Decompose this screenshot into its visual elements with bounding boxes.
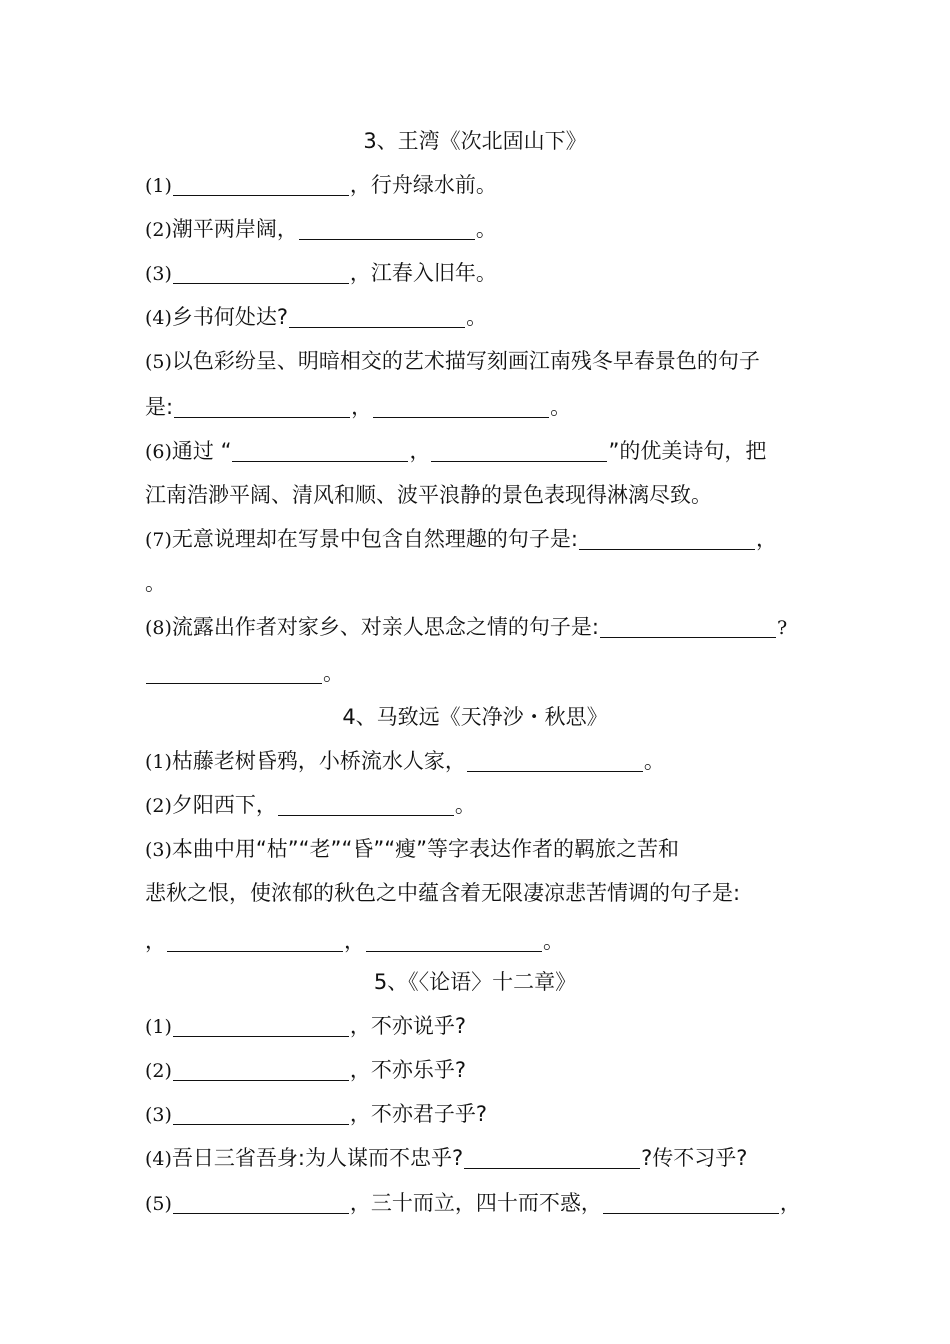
question-number: (4) bbox=[145, 1148, 172, 1170]
question-number: (5) bbox=[145, 1193, 172, 1215]
question-number: (6) bbox=[145, 441, 172, 463]
section-3-title: 3、王湾《次北固山下》 bbox=[363, 129, 587, 153]
question-3-2 bbox=[145, 213, 815, 245]
question-3-7-cont bbox=[145, 567, 815, 599]
answer-blank[interactable] bbox=[174, 395, 350, 418]
question-4-2 bbox=[145, 789, 815, 821]
question-3-5-cont bbox=[145, 391, 815, 423]
question-4-3-cont bbox=[145, 877, 815, 909]
question-text: 流露出作者对家乡、对亲人思念之情的句子是: bbox=[171, 615, 599, 639]
question-number: (4) bbox=[145, 307, 172, 329]
question-text: 是: bbox=[145, 395, 174, 419]
question-end: 。 bbox=[543, 929, 564, 953]
answer-blank[interactable] bbox=[173, 1191, 349, 1214]
question-end: 。 bbox=[643, 749, 665, 773]
question-end: 。 bbox=[550, 395, 572, 419]
answer-blank[interactable] bbox=[146, 661, 322, 684]
answer-blank[interactable] bbox=[173, 173, 349, 196]
answer-blank[interactable] bbox=[366, 929, 542, 952]
question-4-3 bbox=[145, 833, 815, 865]
question-text: 枯藤老树昏鸦，小桥流水人家， bbox=[171, 749, 466, 773]
question-text: 悲秋之恨，使浓郁的秋色之中蕴含着无限凄凉悲苦情调的句子是: bbox=[145, 881, 741, 905]
question-3-8-cont bbox=[145, 657, 815, 689]
answer-blank[interactable] bbox=[373, 395, 549, 418]
question-3-4 bbox=[145, 301, 815, 333]
question-end: 。 bbox=[323, 661, 344, 685]
question-text: 本曲中用“枯”“老”“昏”“瘦”等字表达作者的羁旅之苦和 bbox=[171, 837, 679, 861]
question-end: ， bbox=[779, 1191, 801, 1215]
question-text: ，不亦说乎? bbox=[349, 1014, 467, 1038]
question-end: 。 bbox=[475, 217, 497, 241]
answer-blank[interactable] bbox=[173, 261, 349, 284]
question-3-3 bbox=[145, 257, 815, 289]
answer-blank[interactable] bbox=[464, 1146, 640, 1169]
question-text: 无意说理却在写景中包含自然理趣的句子是: bbox=[171, 527, 578, 551]
question-text: ，不亦君子乎? bbox=[349, 1102, 488, 1126]
answer-blank[interactable] bbox=[278, 793, 454, 816]
section-4-title: 4、马致远《天净沙・秋思》 bbox=[342, 705, 608, 729]
question-4-3-cont2 bbox=[145, 925, 815, 957]
separator: ， bbox=[409, 439, 431, 463]
question-4-1 bbox=[145, 745, 815, 777]
answer-blank[interactable] bbox=[232, 439, 408, 462]
question-number: (3) bbox=[145, 263, 172, 285]
question-text: ，江春入旧年。 bbox=[349, 261, 497, 285]
question-5-1 bbox=[145, 1010, 815, 1042]
question-number: (5) bbox=[145, 351, 172, 373]
question-text: 夕阳西下， bbox=[171, 793, 277, 817]
question-5-2 bbox=[145, 1054, 815, 1086]
separator: ， bbox=[351, 395, 373, 419]
answer-blank[interactable] bbox=[600, 615, 776, 638]
question-5-3 bbox=[145, 1098, 815, 1130]
separator: ， bbox=[756, 527, 777, 551]
question-3-8 bbox=[145, 611, 815, 643]
question-text: 江南浩渺平阔、清风和顺、波平浪静的景色表现得淋漓尽致。 bbox=[145, 483, 712, 507]
answer-blank[interactable] bbox=[173, 1102, 349, 1125]
question-number: (2) bbox=[145, 219, 172, 241]
question-3-7 bbox=[145, 523, 815, 555]
question-number: (1) bbox=[145, 175, 172, 197]
question-text: ?传不习乎? bbox=[641, 1146, 748, 1170]
separator: ， bbox=[344, 929, 365, 953]
answer-blank[interactable] bbox=[167, 929, 343, 952]
answer-blank[interactable] bbox=[431, 439, 607, 462]
answer-blank[interactable] bbox=[579, 527, 755, 550]
question-text: ，行舟绿水前。 bbox=[349, 173, 497, 197]
question-number: (3) bbox=[145, 839, 172, 861]
question-3-5 bbox=[145, 345, 815, 377]
question-text: 以色彩纷呈、明暗相交的艺术描写刻画江南残冬早春景色的句子 bbox=[171, 349, 760, 373]
question-5-4 bbox=[145, 1142, 815, 1174]
question-3-6-cont bbox=[145, 479, 815, 511]
question-number: (1) bbox=[145, 1016, 172, 1038]
question-number: (1) bbox=[145, 751, 172, 773]
question-text: ，三十而立，四十而不惑， bbox=[349, 1191, 602, 1215]
question-number: (7) bbox=[145, 529, 172, 551]
answer-blank[interactable] bbox=[173, 1058, 349, 1081]
answer-blank[interactable] bbox=[467, 749, 643, 772]
answer-blank[interactable] bbox=[289, 305, 465, 328]
question-number: (2) bbox=[145, 795, 172, 817]
answer-blank[interactable] bbox=[603, 1191, 779, 1214]
separator: ， bbox=[145, 929, 166, 953]
question-number: (2) bbox=[145, 1060, 172, 1082]
question-text: 潮平两岸阔， bbox=[171, 217, 298, 241]
answer-blank[interactable] bbox=[299, 217, 475, 240]
answer-blank[interactable] bbox=[173, 1014, 349, 1037]
question-end: 。 bbox=[466, 305, 488, 329]
question-text: 乡书何处达? bbox=[171, 305, 289, 329]
question-3-1 bbox=[145, 169, 815, 201]
section-5-title: 5、《〈论语〉十二章》 bbox=[373, 970, 577, 994]
question-end: 。 bbox=[145, 571, 166, 595]
question-end: 。 bbox=[454, 793, 476, 817]
question-number: (3) bbox=[145, 1104, 172, 1126]
question-text: 吾日三省吾身:为人谋而不忠乎? bbox=[171, 1146, 464, 1170]
question-3-6 bbox=[145, 435, 815, 467]
question-number: (8) bbox=[145, 617, 172, 639]
question-5-5 bbox=[145, 1187, 815, 1219]
question-text: 通过 “ bbox=[171, 439, 232, 463]
question-mark: ? bbox=[777, 617, 788, 639]
question-text: ”的优美诗句，把 bbox=[608, 439, 767, 463]
question-text: ，不亦乐乎? bbox=[349, 1058, 467, 1082]
